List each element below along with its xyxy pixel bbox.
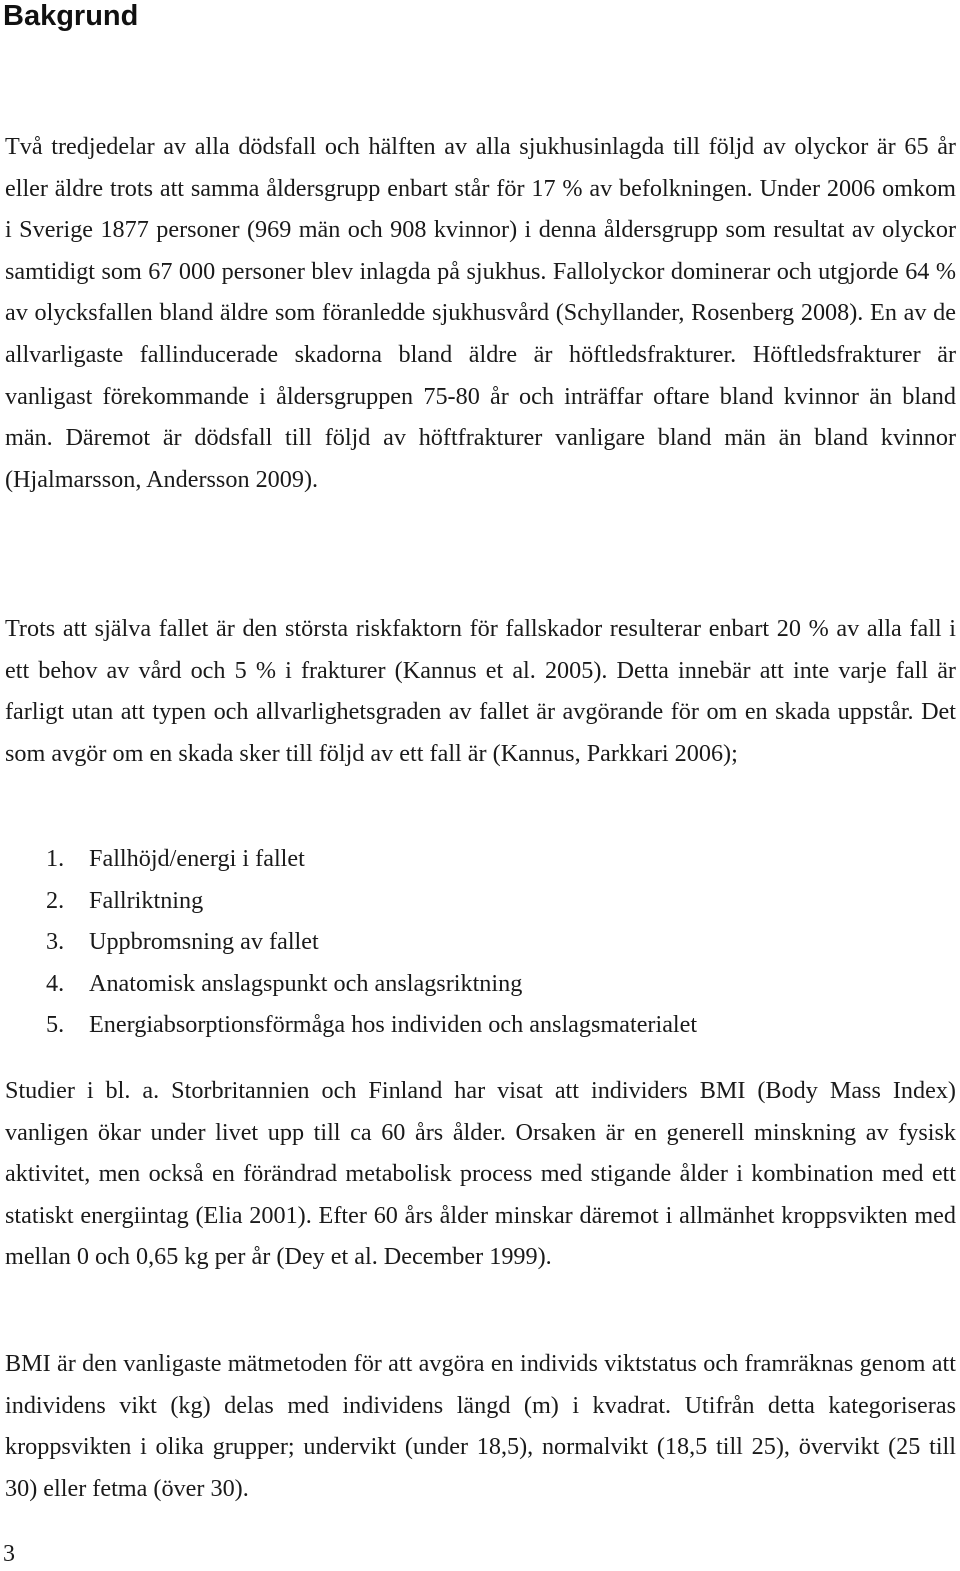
list-item-number: 1. xyxy=(46,845,65,872)
list-item-text: Fallhöjd/energi i fallet xyxy=(89,845,305,872)
list-item-text: Uppbromsning av fallet xyxy=(89,928,319,956)
section-heading: Bakgrund xyxy=(3,0,139,32)
list-item-number: 4. xyxy=(46,969,65,997)
list-item xyxy=(46,1004,697,1046)
list-item xyxy=(46,963,697,1005)
paragraph-intro: Två tredjedelar av alla dödsfall och hälften av alla sjukhusinlagda till följd av olyckor är 65 år eller äldre trots att samma åldersgrupp enbart står för 17 % av befolkningen. Under 2006 omkom i Sverige 1877 personer (969 män och 908 kvinnor) i denna åldersgrupp som resultat av olyckor samtidigt som 67 000 personer blev inlagda på sjukhus. Fallolyckor dominerar och utgjorde 64 % av olycksfallen bland äldre som föranledde sjukhusvård (Schyllander, Rosenberg 2008). En av de allvarligaste fallinducerade skadorna bland äldre är höftledsfrakturer. Höftledsfrakturer är vanligast förekommande i åldersgruppen 75-80 år och inträffar oftare bland kvinnor än bland män. Däremot är dödsfall till följd av höftfrakturer vanligare bland män än bland kvinnor (Hjalmarsson, Andersson 2009). xyxy=(5,133,956,493)
paragraph-bmi-definition: BMI är den vanligaste mätmetoden för att avgöra en individs viktstatus och framräknas genom att individens vikt (kg) delas med individens längd (m) i kvadrat. Utifrån detta kategoriseras kroppsvikten i olika grupper; undervikt (under 18,5), normalvikt (18,5 till 25), övervikt (25 till 30) eller fetma (över 30). xyxy=(5,1350,956,1502)
list-item xyxy=(46,921,697,963)
list-item-number: 3. xyxy=(46,928,65,956)
page-number: 3 xyxy=(3,1541,15,1567)
list-item-number: 2. xyxy=(46,886,65,914)
paragraph-fall-risk: Trots att själva fallet är den största riskfaktorn för fallskador resulterar enbart 20 % av alla fall i ett behov av vård och 5 % i frakturer (Kannus et al. 2005). Detta innebär att inte varje fall är farligt utan att typen och allvarlighetsgraden av fallet är avgörande för om en skada uppstår. Det som avgör om en skada sker till följd av ett fall är (Kannus, Parkkari 2006); xyxy=(5,615,956,767)
list-item-number: 5. xyxy=(46,1011,65,1039)
list-item xyxy=(46,880,697,922)
paragraph-bmi-studies: Studier i bl. a. Storbritannien och Finland har visat att individers BMI (Body Mass Index) vanligen ökar under livet upp till ca 60 års ålder. Orsaken är en generell minskning av fysisk aktivitet, men också en förändrad metabolisk process med stigande ålder i kombination med ett statiskt energiintag (Elia 2001). Efter 60 års ålder minskar däremot i allmänhet kroppsvikten med mellan 0 och 0,65 kg per år (Dey et al. December 1999). xyxy=(5,1077,956,1271)
list-item-text: Anatomisk anslagspunkt och anslagsriktning xyxy=(89,969,523,997)
list-item xyxy=(46,838,697,880)
fall-factors-list xyxy=(46,838,697,1046)
list-item-text: Fallriktning xyxy=(89,886,204,914)
list-item-text: Energiabsorptionsförmåga hos individen och anslagsmaterialet xyxy=(89,1011,698,1039)
